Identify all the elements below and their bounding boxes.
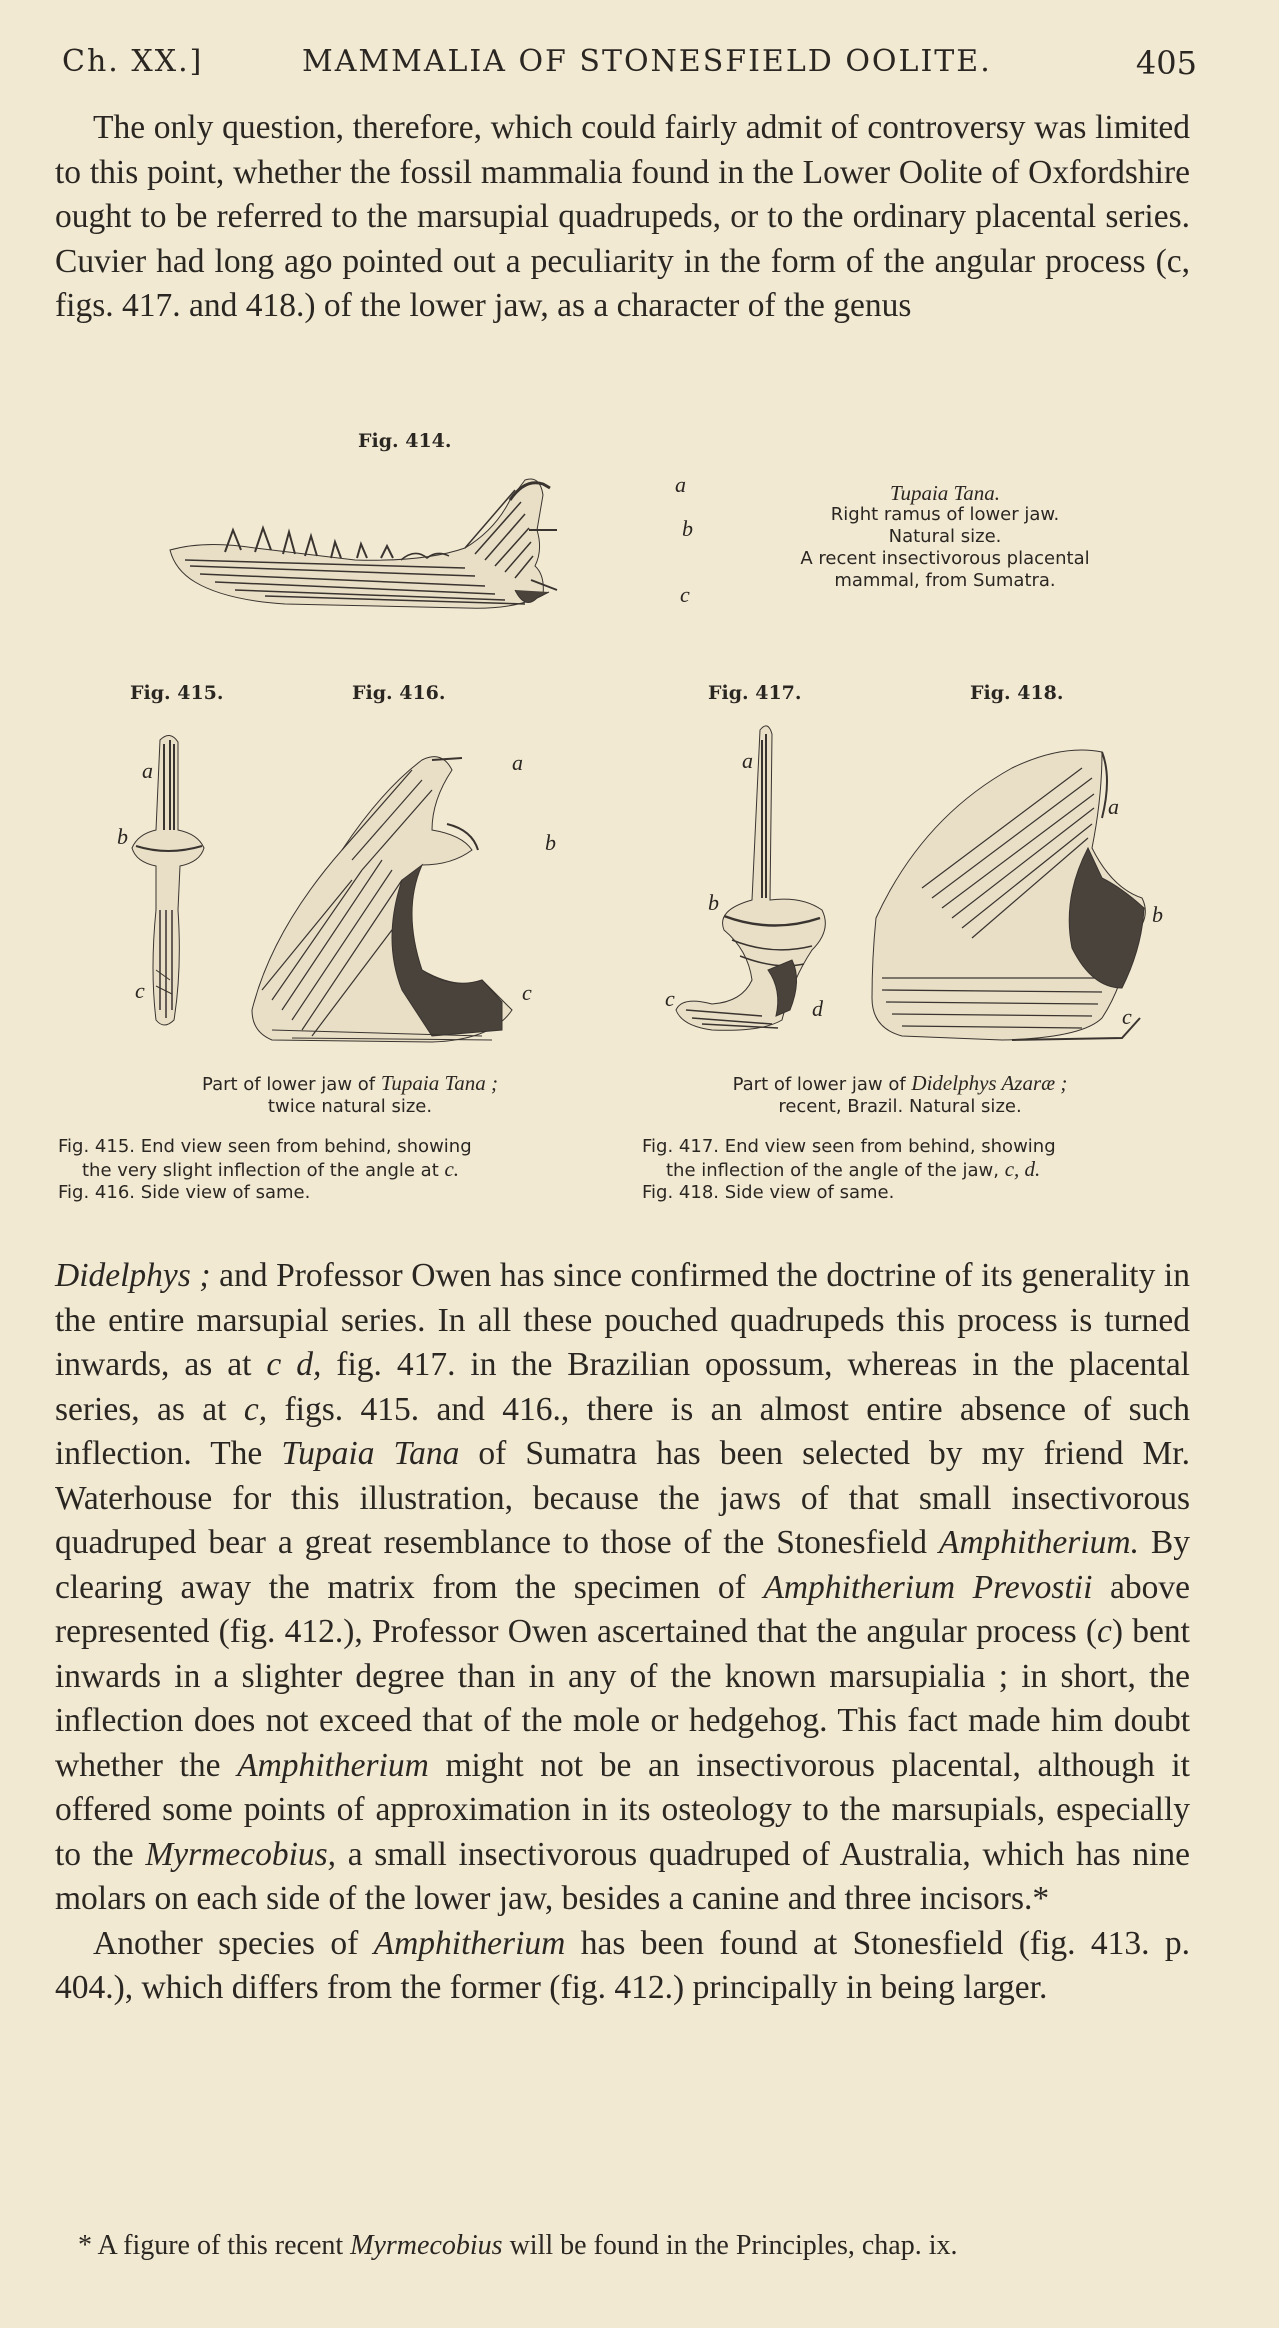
caption-left-body bbox=[58, 1136, 618, 1204]
fig-415-letter-c: c bbox=[135, 978, 145, 1003]
page-number: 405 bbox=[1135, 44, 1197, 82]
italic-species: Amphitherium Prevostii bbox=[763, 1568, 1093, 1606]
fig-414-caption-species: Tupaia Tana. bbox=[889, 481, 1001, 505]
fig-414-jaw-illustration bbox=[165, 470, 685, 630]
italic-letters: c d, bbox=[266, 1346, 322, 1383]
fig-417-letter-d: d bbox=[812, 996, 823, 1021]
italic-letters: c bbox=[1097, 1613, 1112, 1650]
running-head bbox=[62, 44, 1197, 84]
caption-left-line2-prefix: the very slight inflection of the angle at bbox=[82, 1160, 445, 1181]
caption-left-line2-letter: c. bbox=[444, 1157, 460, 1181]
fig-418-letter-a: a bbox=[1108, 794, 1119, 819]
footnote-text: * A figure of this recent bbox=[78, 2230, 351, 2261]
caption-right-species: Didelphys Azaræ ; bbox=[911, 1071, 1068, 1095]
text-span: and Professor Owen has since confirmed the doctrine of its generality in the entire marsupial series. In all these pouched quadrupeds this process is turned inwards, as at bbox=[55, 1257, 1190, 1383]
caption-right-line2 bbox=[642, 1158, 1202, 1182]
text-span: above represented (fig. 412.), Professor Owen ascertained that the angular process ( bbox=[55, 1568, 1191, 1650]
fig-417-illustration bbox=[672, 720, 842, 1040]
paragraph-main-text bbox=[55, 1254, 1190, 1922]
caption-right-title bbox=[650, 1072, 1150, 1118]
paragraph-last-text bbox=[55, 1922, 1190, 2011]
fig-414-caption-line: Natural size. bbox=[888, 526, 1002, 547]
fig-415-label: Fig. 415. bbox=[130, 682, 224, 704]
italic-species: Tupaia Tana bbox=[281, 1435, 460, 1472]
fig-417-letter-c: c bbox=[665, 986, 675, 1011]
fig-415-letter-b: b bbox=[117, 824, 128, 849]
text-span: figs. 415. and 416., there is an almost entire absence of such inflection. The bbox=[55, 1390, 1191, 1472]
caption-right-prefix: Part of lower jaw of bbox=[732, 1074, 912, 1095]
paragraph-top-text: The only question, therefore, which could fairly admit of controversy was limited to this point, whether the fossil mammalia found in the Lower Oolite of Oxfordshire ought to be referred to the marsupial quadrupeds, or to the ordinary placental series. Cuvier had long ago pointed out a peculiarity in the form of the angular process (c, figs. 417. and 418.) of the lower jaw, as a character of the genus bbox=[55, 109, 1190, 324]
fig-417-letter-b: b bbox=[708, 890, 719, 915]
italic-letters: c, bbox=[243, 1390, 268, 1428]
fig-417-label: Fig. 417. bbox=[708, 682, 802, 704]
fig-416-letter-b: b bbox=[545, 830, 556, 855]
fig-414-caption-line: mammal, from Sumatra. bbox=[834, 570, 1056, 591]
caption-left-title bbox=[100, 1072, 600, 1118]
caption-left-line3: Fig. 416. Side view of same. bbox=[58, 1182, 311, 1203]
italic-genus: Amphitherium bbox=[373, 1924, 566, 1962]
caption-right-line2-letters: c, d. bbox=[1004, 1157, 1041, 1181]
fig-416-label: Fig. 416. bbox=[352, 682, 446, 704]
text-span: By clearing away the matrix from the specimen of bbox=[55, 1524, 1190, 1606]
caption-right-body bbox=[642, 1136, 1202, 1204]
fig-414-caption-line: A recent insectivorous placental bbox=[800, 548, 1090, 569]
fig-416-letter-c: c bbox=[522, 980, 532, 1005]
paragraph-top bbox=[55, 106, 1190, 329]
paragraph-main bbox=[55, 1254, 1190, 2011]
italic-genus: Myrmecobius, bbox=[145, 1835, 337, 1873]
fig-416-illustration bbox=[232, 740, 532, 1050]
caption-right-line2-prefix: the inflection of the angle of the jaw, bbox=[666, 1160, 1005, 1181]
fig-414-letter-a: a bbox=[675, 472, 686, 497]
caption-left-line1: Fig. 415. End view seen from behind, showing bbox=[58, 1136, 472, 1157]
text-span: ) bent inwards in a slighter degree than in any of the known marsupialia ; in short, the inflection does not exceed that of the mole or hedgehog. This fact made him doubt whether the bbox=[55, 1613, 1190, 1784]
caption-right-line3: Fig. 418. Side view of same. bbox=[642, 1182, 895, 1203]
caption-right-line1: Fig. 417. End view seen from behind, showing bbox=[642, 1136, 1056, 1157]
text-span: might not be an insectivorous placental, although it offered some points of approximation in its osteology to the marsupials, especially to the bbox=[55, 1746, 1190, 1873]
footnote-italic-genus: Myrmecobius bbox=[350, 2230, 503, 2261]
fig-414-letter-c: c bbox=[680, 582, 690, 607]
caption-left-prefix: Part of lower jaw of bbox=[202, 1074, 381, 1095]
fig-418-letter-c: c bbox=[1122, 1004, 1132, 1029]
fig-418-illustration bbox=[862, 738, 1172, 1048]
italic-genus: Amphitherium bbox=[237, 1746, 429, 1784]
fig-414-caption bbox=[745, 482, 1145, 592]
chapter-marker: Ch. XX.] bbox=[62, 44, 204, 79]
text-span: Another species of bbox=[93, 1924, 374, 1962]
fig-415-letter-a: a bbox=[142, 758, 153, 783]
caption-left-species: Tupaia Tana ; bbox=[380, 1071, 498, 1095]
italic-genus: Didelphys ; bbox=[55, 1257, 211, 1294]
footnote-text: will be found in the Principles, chap. ix. bbox=[502, 2230, 958, 2261]
caption-right-subtitle: recent, Brazil. Natural size. bbox=[778, 1096, 1022, 1117]
text-span: fig. 417. in the Brazilian opossum, whereas in the placental series, as at bbox=[55, 1346, 1190, 1428]
text-span: has been found at Stonesfield (fig. 413. p. 404.), which differs from the former (fig. 412.) principally in being larger. bbox=[55, 1924, 1191, 2006]
fig-414-letter-b: b bbox=[682, 516, 693, 541]
running-title: MAMMALIA OF STONESFIELD OOLITE. bbox=[302, 44, 992, 79]
text-span: a small insectivorous quadruped of Australia, which has nine molars on each side of the lower jaw, besides a canine and three incisors.* bbox=[55, 1835, 1190, 1917]
fig-417-letter-a: a bbox=[742, 748, 753, 773]
fig-414-label: Fig. 414. bbox=[358, 430, 452, 452]
footnote bbox=[78, 2230, 1208, 2262]
fig-416-letter-a: a bbox=[512, 750, 523, 775]
caption-left-subtitle: twice natural size. bbox=[267, 1096, 433, 1117]
text-span: of Sumatra has been selected by my friend Mr. Waterhouse for this illustration, because the jaws of that small insectivorous quadruped bear a great resemblance to those of the Stonesfield bbox=[55, 1435, 1190, 1561]
fig-414-caption-line: Right ramus of lower jaw. bbox=[830, 504, 1060, 525]
fig-418-label: Fig. 418. bbox=[970, 682, 1064, 704]
fig-418-letter-b: b bbox=[1152, 902, 1163, 927]
italic-genus: Amphitherium. bbox=[938, 1524, 1139, 1561]
caption-left-line2 bbox=[58, 1158, 618, 1182]
